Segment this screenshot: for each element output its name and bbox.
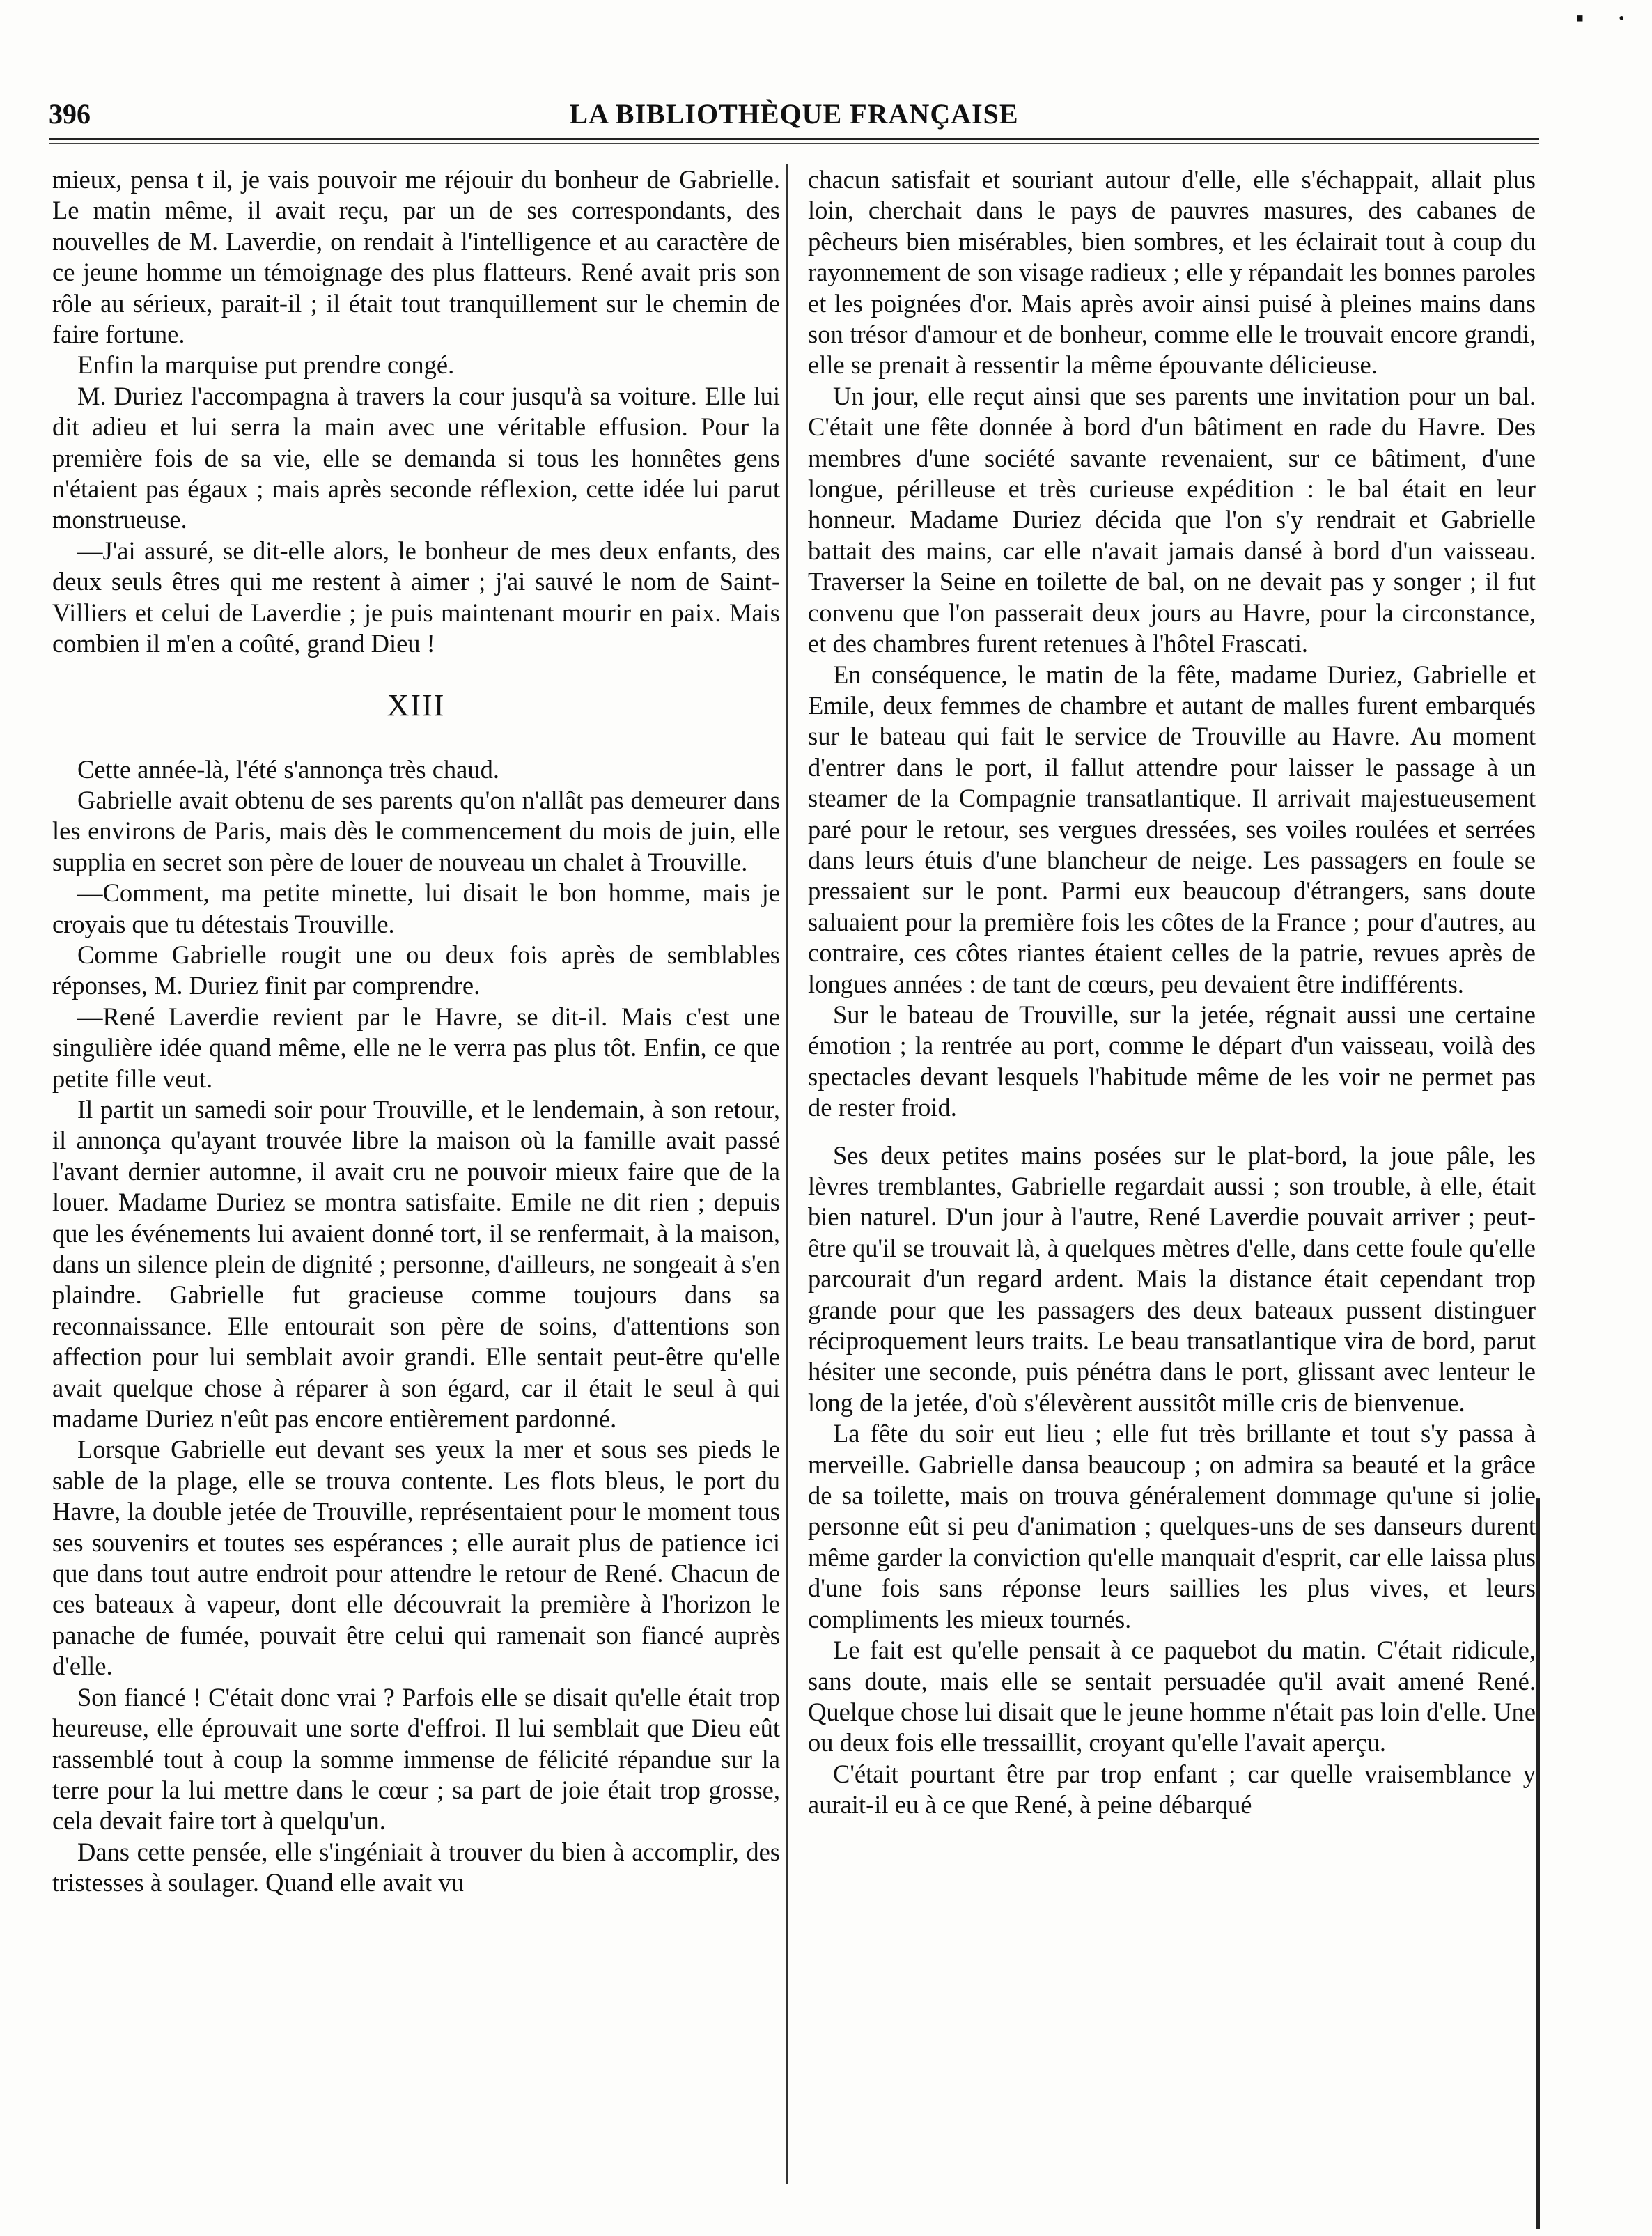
paragraph: Sur le bateau de Trouville, sur la jetée, régnait aussi une certaine émotion ; la rentrée au port, comme le départ d'un vaisseau, voilà des spectacles devant lesquels l'habitude même de les voir ne permet pas de rester froid. (808, 1000, 1536, 1122)
paragraph: Un jour, elle reçut ainsi que ses parents une invitation pour un bal. C'était une fête donnée à bord d'un bâtiment en rade du Havre. Des membres d'une société savante revenaient, sur ce bâtiment, d'une longue, périlleuse et très curieuse expédition : le bal était en leur honneur. Madame Duriez décida que l'on s'y rendrait et Gabrielle battait des mains, car elle n'avait jamais dansé à bord d'un vaisseau. Traverser la Seine en toilette de bal, on ne devait pas y songer ; il fut convenu que l'on passerait deux jours au Havre, pour la circonstance, et des chambres furent retenues à l'hôtel Frascati. (808, 381, 1536, 658)
paragraph: mieux, pensa t il, je vais pouvoir me réjouir du bonheur de Gabrielle. Le matin même, il avait reçu, par un de ses correspondants, des nouvelles de M. Laverdie, on rendait à l'intelligence et au caractère de ce jeune homme un témoignage des plus flatteurs. René avait pris son rôle au sérieux, parait-il ; il était tout tranquillement sur le chemin de faire fortune. (52, 165, 780, 349)
header-rule-thin (49, 143, 1539, 144)
paragraph: chacun satisfait et souriant autour d'elle, elle s'échappait, allait plus loin, cherchait dans le pays de pauvres masures, des cabanes de pêcheurs bien misérables, bien sombres, et les éclairait tout à coup du rayonnement de son visage radieux ; elle y répandait les bonnes paroles et les poignées d'or. Mais après avoir ainsi puisé à pleines mains dans son trésor d'amour et de bonheur, comme elle le trouvait encore grandi, elle se prenait à ressentir la même épouvante délicieuse. (808, 165, 1536, 380)
corner-mark: ▪ · (1575, 6, 1639, 31)
paragraph: Dans cette pensée, elle s'ingéniait à trouver du bien à accomplir, des tristesses à soulager. Quand elle avait vu (52, 1837, 780, 1897)
paragraph: Le fait est qu'elle pensait à ce paquebot du matin. C'était ridicule, sans doute, mais elle se sentait persuadée qu'il avait amené René. Quelque chose lui disait que le jeune homme n'était pas loin d'elle. Une ou deux fois elle tressaillit, croyant qu'elle l'avait aperçu. (808, 1636, 1536, 1757)
paragraph: Ses deux petites mains posées sur le plat-bord, la joue pâle, les lèvres tremblantes, Gabrielle regardait aussi ; son trouble, à elle, était bien naturel. D'un jour à l'autre, René Laverdie pouvait arriver ; peut-être qu'il se trouvait là, à quelques mètres d'elle, dans cette foule qu'elle parcourait d'un regard ardent. Mais la distance était cependant trop grande pour que les passagers des deux bateaux pussent distinguer réciproquement leurs traits. Le beau transatlantique vira de bord, parut hésiter une seconde, puis pénétra dans le port, glissant avec lenteur le long de la jetée, d'où s'élevèrent aussitôt mille cris de bienvenue. (808, 1140, 1536, 1417)
paragraph: —J'ai assuré, se dit-elle alors, le bonheur de mes deux enfants, des deux seuls êtres qui me restent à aimer ; j'ai sauvé le nom de Saint-Villiers et celui de Laverdie ; je puis maintenant mourir en paix. Mais combien il m'en a coûté, grand Dieu ! (52, 536, 780, 658)
paragraph: —René Laverdie revient par le Havre, se dit-il. Mais c'est une singulière idée quand même, elle ne le verra pas plus tôt. Enfin, ce que petite fille veut. (52, 1002, 780, 1093)
right-column (808, 164, 1536, 1821)
paragraph: Son fiancé ! C'était donc vrai ? Parfois elle se disait qu'elle était trop heureuse, elle éprouvait une sorte d'effroi. Il lui semblait que Dieu eût rassemblé tout à coup la somme immense de félicité répandue sur la terre pour la lui mettre dans le cœur ; sa part de joie était trop grosse, cela devait faire tort à quelqu'un. (52, 1682, 780, 1835)
paragraph: Cette année-là, l'été s'annonça très chaud. (77, 754, 499, 784)
paragraph: M. Duriez l'accompagna à travers la cour jusqu'à sa voiture. Elle lui dit adieu et lui serra la main avec une véritable effusion. Pour la première fois de sa vie, elle se demanda si tous les honnêtes gens n'étaient pas égaux ; mais après seconde réflexion, cette idée lui parut monstrueuse. (52, 381, 780, 534)
running-title: LA BIBLIOTHÈQUE FRANÇAISE (569, 98, 1019, 130)
column-divider (786, 164, 788, 2184)
paragraph: C'était pourtant être par trop enfant ; car quelle vraisemblance y aurait-il eu à ce que René, à peine débarqué (808, 1759, 1536, 1819)
left-column (52, 164, 780, 1899)
paragraph: Lorsque Gabrielle eut devant ses yeux la mer et sous ses pieds le sable de la plage, elle se trouva contente. Les flots bleus, le port du Havre, la double jetée de Trouville, représentaient pour le moment tous ses souvenirs et toutes ses espérances ; elle aurait plus de patience ici que dans tout autre endroit pour attendre le retour de René. Chacun de ces bateaux à vapeur, dont elle découvrait la première à l'horizon le panache de fumée, pouvait être celui qui ramenait son fiancé auprès d'elle. (52, 1435, 780, 1681)
paragraph: En conséquence, le matin de la fête, madame Duriez, Gabrielle et Emile, deux femmes de chambre et autant de malles furent embarqués sur le bateau qui fait le service de Trouville au Havre. Au moment d'entrer dans le port, il fallut attendre pour laisser le passage à un steamer de la Compagnie transatlantique. Il arrivait majestueusement paré pour le retour, ses vergues dressées, ses voiles roulées et serrées dans leurs étuis d'une blancheur de neige. Les passagers en foule se pressaient sur le pont. Parmi eux beaucoup d'étrangers, sans doute saluaient pour la première fois les côtes de la France ; pour d'autres, au contraire, ces côtes riantes étaient celles de la patrie, revues après de longues années : de tant de cœurs, peu devaient être indifférents. (808, 660, 1536, 998)
paragraph: La fête du soir eut lieu ; elle fut très brillante et tout s'y passa à merveille. Gabrielle dansa beaucoup ; on admira sa beauté et la grâce de sa toilette, mais on trouva généralement dommage qu'une si jolie personne eût si peu d'animation ; quelques-uns de ses danseurs durent même garder la conviction qu'elle manquait d'esprit, car elle laissa plus d'une fois sans réponse leurs saillies les plus vives, et leurs compliments les mieux tournés. (808, 1419, 1536, 1633)
header-rule (49, 138, 1539, 140)
paragraph: Comme Gabrielle rougit une ou deux fois après de semblables réponses, M. Duriez finit par comprendre. (52, 940, 780, 1000)
page-number: 396 (49, 98, 91, 130)
paragraph: Il partit un samedi soir pour Trouville, et le lendemain, à son retour, il annonça qu'ayant trouvée libre la maison où la famille avait passé l'avant dernier automne, il avait cru ne pouvoir mieux faire que de la louer. Madame Duriez se montra satisfaite. Emile ne dit rien ; depuis que les événements lui avaient donné tort, il se renfermait, à la maison, dans un silence plein de dignité ; personne, d'ailleurs, ne songeait à s'en plaindre. Gabrielle fut gracieuse comme toujours dans sa reconnaissance. Elle entourait son père de soins, d'attentions son affection pour lui semblait avoir grandi. Elle sentait peut-être qu'elle avait quelque chose à réparer à son égard, car il était le seul à qui madame Duriez n'eût pas encore entièrement pardonné. (52, 1094, 780, 1434)
paragraph: —Comment, ma petite minette, lui disait le bon homme, mais je croyais que tu détestais Trouville. (52, 878, 780, 938)
chapter-heading: XIII (387, 688, 446, 722)
page-edge-shadow (1536, 1498, 1540, 2229)
page-header (49, 98, 1539, 139)
paragraph: Enfin la marquise put prendre congé. (77, 350, 455, 380)
paragraph: Gabrielle avait obtenu de ses parents qu'on n'allât pas demeurer dans les environs de Paris, mais dès le commencement du mois de juin, elle supplia en secret son père de louer de nouveau un chalet à Trouville. (52, 785, 780, 876)
